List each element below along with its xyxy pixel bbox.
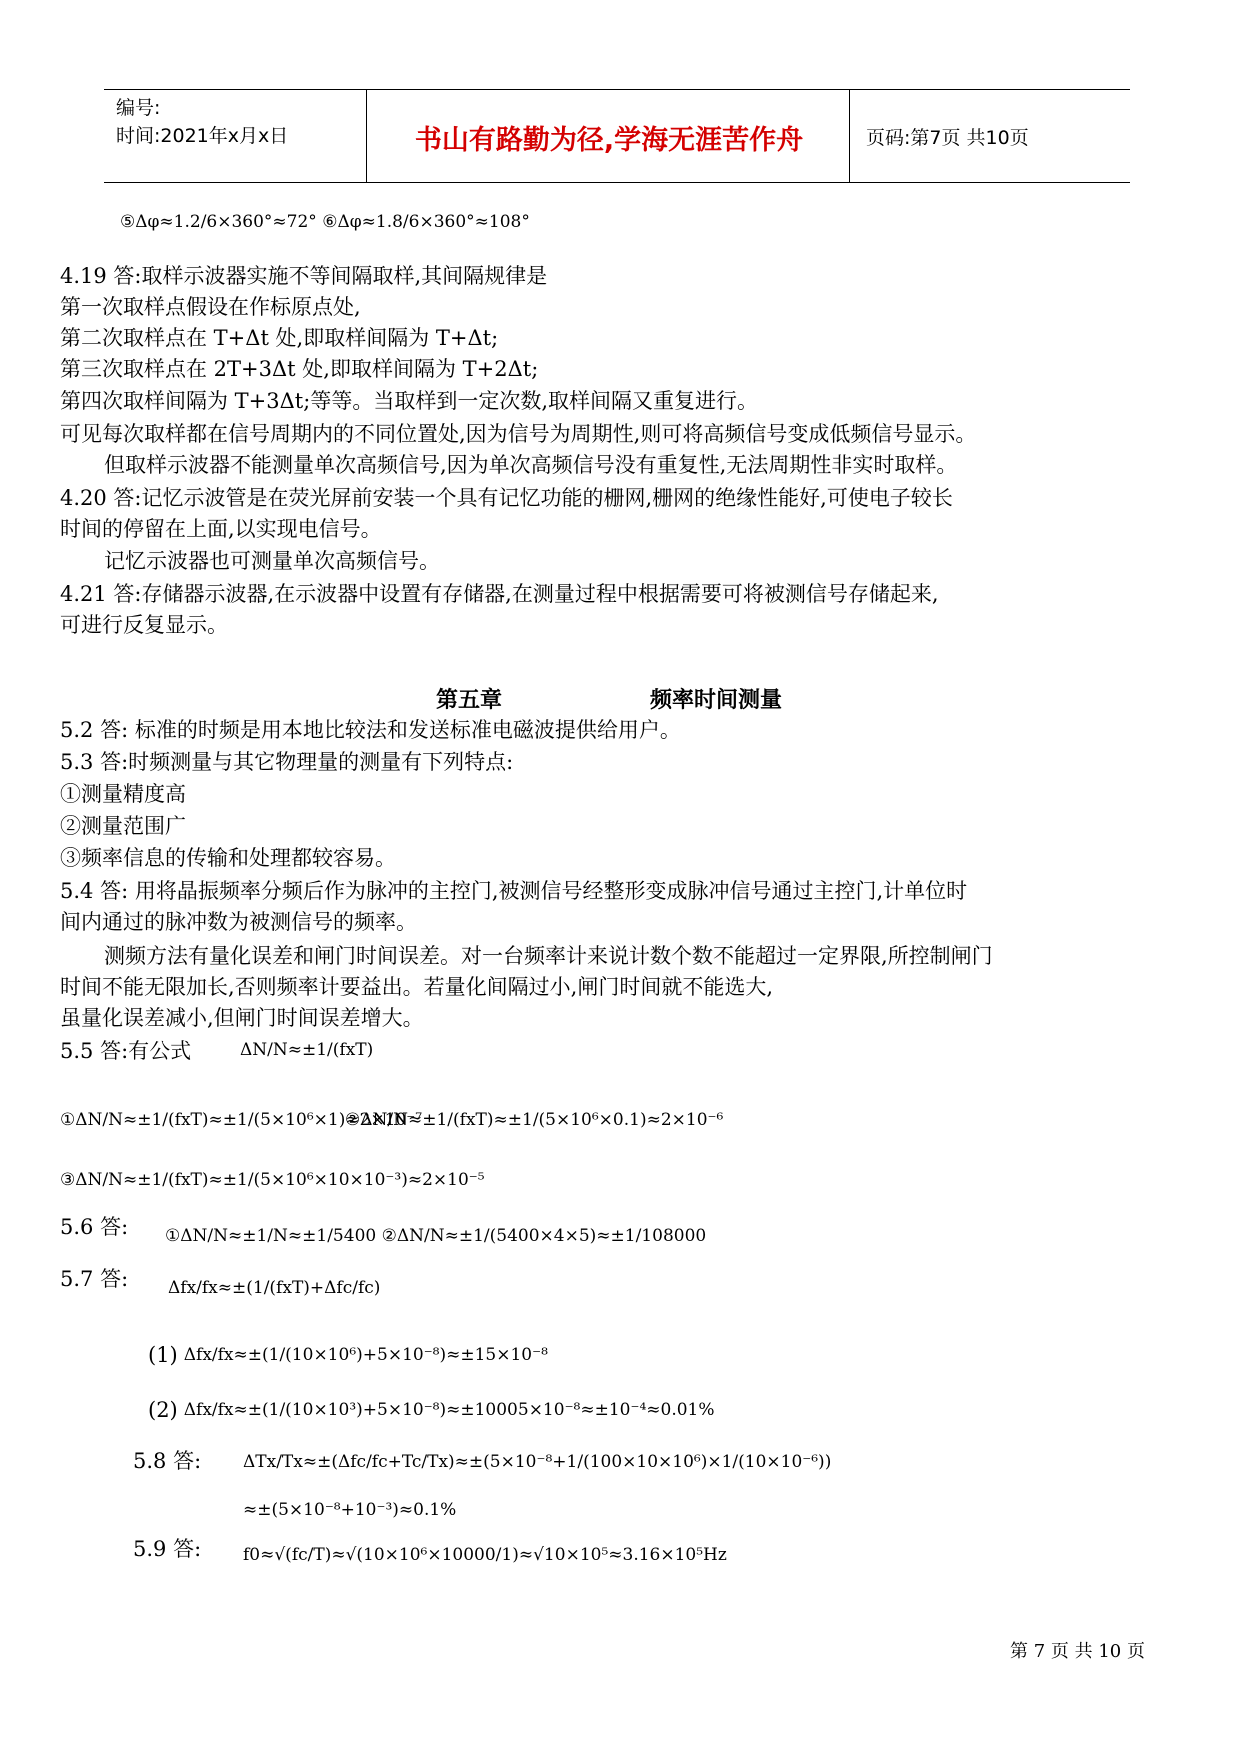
formula-text: ΔN/N≈±1/(fxT) [240,1040,374,1060]
text-line: 5.6 答: [60,1215,129,1239]
text-line: ②测量范围广 [60,814,186,838]
text-line: 第三次取样点在 2T+3Δt 处,即取样间隔为 T+2Δt; [60,357,539,381]
text-line: 4.21 答:存储器示波器,在示波器中设置有存储器,在测量过程中根据需要可将被测信号存储起来, [60,582,939,606]
text-line: 间内通过的脉冲数为被测信号的频率。 [60,910,417,934]
header-left [116,94,288,150]
formula-5-7 [168,1278,380,1298]
formula-5-7-2 [148,1398,715,1422]
header-page-label: 页码:第7页 共10页 [866,127,1029,149]
text-line: 时间的停留在上面,以实现电信号。 [60,517,382,541]
text-line: 记忆示波器也可测量单次高频信号。 [104,549,440,573]
formula-5-9 [243,1545,727,1565]
formula-text: Δfx/fx≈±(1/(10×10³)+5×10⁻⁸)≈±10005×10⁻⁸≈±10⁻⁴≈0.01% [183,1400,715,1420]
text-line: 时间不能无限加长,否则频率计要益出。若量化间隔过小,闸门时间就不能选大, [60,975,774,999]
formula-text: ③ΔN/N≈±1/(fxT)≈±1/(5×10⁶×10×10⁻³)≈2×10⁻⁵ [60,1170,485,1190]
header-motto: 书山有路勤为径,学海无涯苦作舟 [414,125,804,156]
text-line: 5.4 答: 用将晶振频率分频后作为脉冲的主控门,被测信号经整形变成脉冲信号通过主控门,计单位时 [60,879,968,903]
time-label: 时间:2021年x月x日 [116,125,289,147]
text-line: 5.2 答: 标准的时频是用本地比较法和发送标准电磁波提供给用户。 [60,718,681,742]
text-line: 可见每次取样都在信号周期内的不同位置处,因为信号为周期性,则可将高频信号变成低频信号显示。 [60,422,977,446]
formula-5-5-c [60,1170,485,1190]
formula-5-5 [240,1040,373,1060]
text-line: 5.7 答: [60,1267,129,1291]
text-line: 5.8 答: [133,1449,202,1473]
formula-label: (1) [148,1343,178,1367]
chapter-title: 频率时间测量 [650,688,783,713]
text-line: 但取样示波器不能测量单次高频信号,因为单次高频信号没有重复性,无法周期性非实时取样。 [104,453,958,477]
formula-text: ①ΔN/N≈±1/N≈±1/5400 ②ΔN/N≈±1/(5400×4×5)≈±1/108000 [165,1226,707,1246]
formula-text: Δfx/fx≈±(1/(10×10⁶)+5×10⁻⁸)≈±15×10⁻⁸ [183,1345,548,1365]
formula-label: (2) [148,1398,178,1422]
formula-text: ②ΔN/N≈±1/(fxT)≈±1/(5×10⁶×0.1)≈2×10⁻⁶ [345,1110,724,1130]
text-line: 4.20 答:记忆示波管是在荧光屏前安装一个具有记忆功能的栅网,栅网的绝缘性能好,可使电子较长 [60,486,953,510]
formula-5-8-b [243,1500,456,1520]
text-line: 第一次取样点假设在作标原点处, [60,295,361,319]
formula-text: ⑤Δφ≈1.2/6×360°≈72° ⑥Δφ≈1.8/6×360°≈108° [120,212,530,232]
page-header [104,89,1130,183]
formula-text: f0≈√(fc/T)≈√(10×10⁶×10000/1)≈√10×10⁵≈3.16×10⁵Hz [243,1545,727,1565]
text-line: 第二次取样点在 T+Δt 处,即取样间隔为 T+Δt; [60,326,499,350]
formula-5-5-b [345,1110,723,1130]
formula-5-6 [165,1226,706,1246]
formula-text: ΔTx/Tx≈±(Δfc/fc+Tc/Tx)≈±(5×10⁻⁸+1/(100×10×10⁶)×1/(10×10⁻⁶)) [243,1452,832,1472]
text-line: 4.19 答:取样示波器实施不等间隔取样,其间隔规律是 [60,264,548,288]
text-line: 第四次取样间隔为 T+3Δt;等等。当取样到一定次数,取样间隔又重复进行。 [60,389,758,413]
text-line: 可进行反复显示。 [60,613,228,637]
formula-text: ≈±(5×10⁻⁸+10⁻³)≈0.1% [243,1500,457,1520]
page-footer: 第 7 页 共 10 页 [1010,1641,1145,1662]
header-divider [366,90,367,182]
text-line: 测频方法有量化误差和闸门时间误差。对一台频率计来说计数个数不能超过一定界限,所控制闸门 [104,944,993,968]
header-divider [849,90,850,182]
text-line: ①测量精度高 [60,782,186,806]
text-line: ③频率信息的传输和处理都较容易。 [60,846,396,870]
formula-phase [120,212,530,232]
text-line: 5.5 答:有公式 [60,1039,192,1063]
text-line: 5.3 答:时频测量与其它物理量的测量有下列特点: [60,750,514,774]
formula-5-7-1 [148,1343,548,1367]
formula-5-8 [243,1452,831,1472]
text-line: 虽量化误差减小,但闸门时间误差增大。 [60,1006,424,1030]
text-line: 5.9 答: [133,1537,202,1561]
chapter-number: 第五章 [436,688,503,713]
formula-text: ①ΔN/N≈±1/(fxT)≈±1/(5×10⁶×1)≈2×10⁻⁷ [60,1110,423,1130]
number-label: 编号: [116,97,161,119]
formula-text: Δfx/fx≈±(1/(fxT)+Δfc/fc) [168,1278,381,1298]
